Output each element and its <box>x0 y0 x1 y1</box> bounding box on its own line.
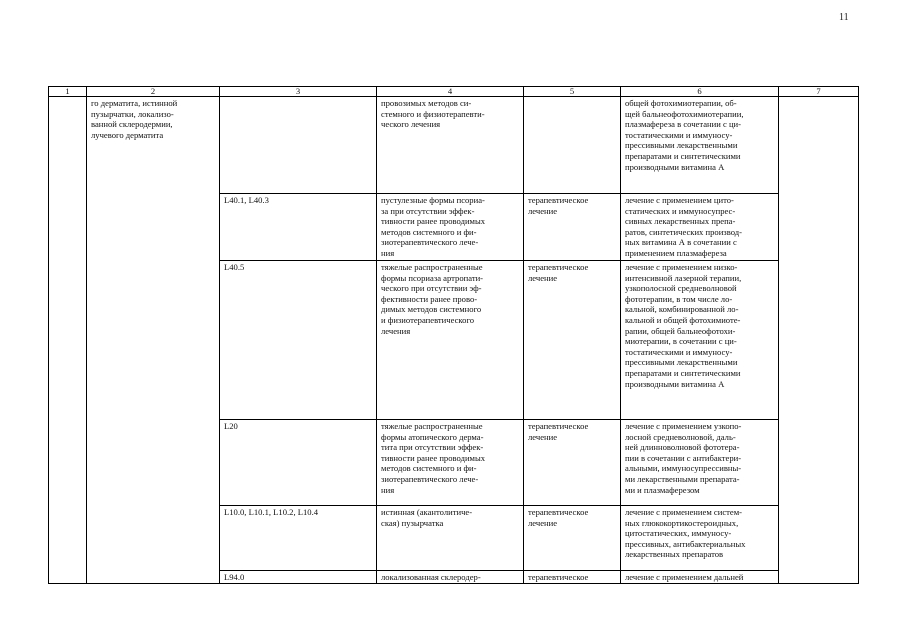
header-cell-5: 5 <box>524 87 621 97</box>
table-row <box>49 97 859 194</box>
form-cell: тяжелые распространенные формы псориаза артропати- ческого при отсутствии эф- фективности ранее прово- димых методов системного и физиотерапевтического лечения <box>377 261 524 420</box>
header-cell-3: 3 <box>220 87 377 97</box>
type-cell: терапевтическое лечение <box>524 261 621 420</box>
header-cell-4: 4 <box>377 87 524 97</box>
method-cell: лечение с применением узкопо- лосной средневолновой, даль- ней длинноволновой фототера- пии в сочетании с антибактери- альными, иммуносупрессивны- ми лекарственными препарата- ми и плазмаферезом <box>621 420 779 506</box>
code-cell <box>220 97 377 194</box>
header-cell-6: 6 <box>621 87 779 97</box>
form-cell: провозимых методов си- стемного и физиотерапевти- ческого лечения <box>377 97 524 194</box>
method-cell: лечение с применением дальней <box>621 571 779 584</box>
form-cell: локализованная склеродер- <box>377 571 524 584</box>
type-cell: терапевтическое <box>524 571 621 584</box>
page-number: 11 <box>839 12 849 23</box>
type-cell: терапевтическое лечение <box>524 506 621 571</box>
code-cell: L10.0, L10.1, L10.2, L10.4 <box>220 506 377 571</box>
type-cell: терапевтическое лечение <box>524 194 621 261</box>
header-row <box>49 87 859 97</box>
type-cell <box>524 97 621 194</box>
code-cell: L94.0 <box>220 571 377 584</box>
method-cell: лечение с применением цито- статических и иммуносупрес- сивных лекарственных препа- ратов, синтетических производ- ных витамина А в сочетании с применением плазмафереза <box>621 194 779 261</box>
disease-group-cell: го дерматита, истинной пузырчатки, локализо- ванной склеродермии, лучевого дерматита <box>87 97 220 584</box>
method-cell: лечение с применением низко- интенсивной лазерной терапии, узкополосной средневолновой фототерапии, в том числе ло- кальной, комбинированной ло- кальной и общей фотохимиоте- рапии, общей бальнеофотохи- миотерапии, в сочетании с ци- тостатическими и иммуносу- прессивными лекарственными препаратами и синтетическими производными витамина А <box>621 261 779 420</box>
code-cell: L20 <box>220 420 377 506</box>
form-cell: тяжелые распространенные формы атопического дерма- тита при отсутствии эффек- тивности ранее проводимых методов системного и фи- зиотерапевтического лече- ния <box>377 420 524 506</box>
treatment-table <box>48 86 859 584</box>
header-cell-7: 7 <box>779 87 859 97</box>
type-cell: терапевтическое лечение <box>524 420 621 506</box>
code-cell: L40.1, L40.3 <box>220 194 377 261</box>
form-cell: пустулезные формы псориа- за при отсутствии эффек- тивности ранее проводимых методов системного и фи- зиотерапевтического лече- ния <box>377 194 524 261</box>
code-cell: L40.5 <box>220 261 377 420</box>
col1-cell <box>49 97 87 584</box>
method-cell: общей фотохимиотерапии, об- щей бальнеофотохимиотерапии, плазмафереза в сочетании с ци- тостатическими и иммуносу- прессивными лекарственными препаратами и синтетическими производными витамина А <box>621 97 779 194</box>
method-cell: лечение с применением систем- ных глюкокортикостероидных, цитостатических, иммуносу- прессивных, антибактериальных лекарственных препаратов <box>621 506 779 571</box>
col7-cell <box>779 97 859 584</box>
header-cell-2: 2 <box>87 87 220 97</box>
form-cell: истинная (акантолитиче- ская) пузырчатка <box>377 506 524 571</box>
header-cell-1: 1 <box>49 87 87 97</box>
